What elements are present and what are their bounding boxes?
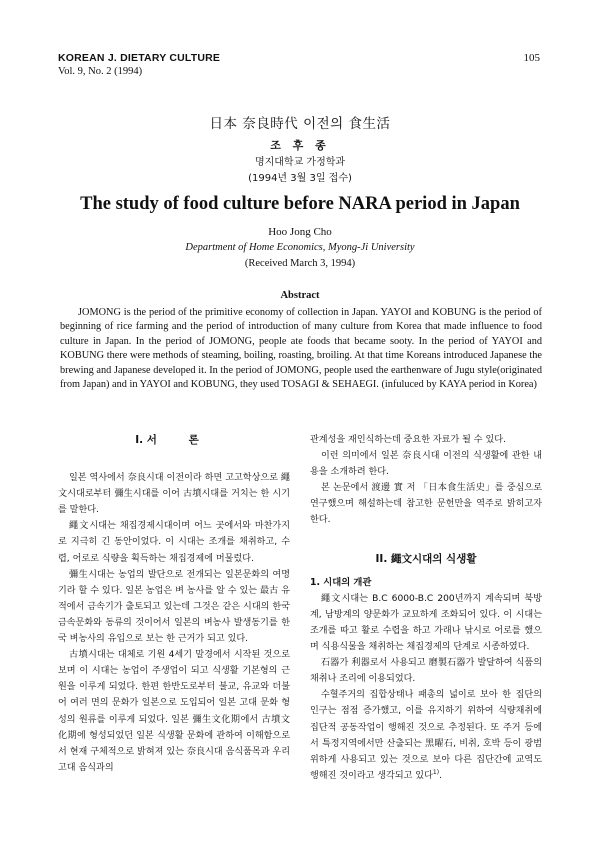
section-2-paragraph-text: 수혈주거의 집합상태나 패총의 넓이로 보아 한 집단의 인구는 점점 증가했고, 이를 유지하기 위하여 식량채취에 집단적 공동작업이 행해진 것으로 추정된다. 또 주거 등에서 특정지역에서만 산출되는 黑曜石, 비취, 호박 등이 광범위하게 사용되고 있는 것으로 보아 다른 집단간에 교역도 행해진 것이라고 생각되고 있다 [310,690,542,781]
abstract-text: JOMONG is the period of the primitive economy of collection in Japan. YAYOI and KOBUNG is the period of beginning of rice farming and the period of introduction of many culture from Korea that made influence to food culture in Japan. In the period of JOMONG, people ate foods that became sooty. In the period of YAYOI and KOBUNG there were methods of steaming, boiling, roasting, broiling. At that time Koreans introduced Japanese the brewing and Japanese developed it. In the period of JOMONG, people used the earthenware of Jugu style(originated from Japan) and in YAYOI and KOBUNG, they used TOSAGI & SEHAEGI. (infuluced by KAYA period in Korea) [60,307,542,391]
section-1-paragraph: 이런 의미에서 일본 奈良시대 이전의 식생활에 관한 내용을 소개하려 한다. [310,451,542,478]
section-1-number: I. [135,434,144,446]
page-number: 105 [523,52,540,64]
section-1-paragraph: 일본 역사에서 奈良시대 이전이라 하면 고고학상으로 繩文시대로부터 彌生시대를 이어 古墳시대를 거치는 한 시기를 말한다. [58,473,290,516]
section-1-continuation: 관계성을 재인식하는데 중요한 자료가 될 수 있다. [310,435,506,445]
section-2-subheading: 1. 시대의 개관 [310,576,372,588]
section-2-paragraph: 石器가 利器로서 사용되고 磨製石器가 발달하여 식품의 채취나 조리에 이용되었다. [310,658,542,685]
english-title: The study of food culture before NARA period in Japan [80,194,520,214]
section-1-paragraph: 彌生시대는 농업의 발단으로 전개되는 일본문화의 여명기라 할 수 있다. 일본 농업은 벼 농사를 알 수 있는 最古 유적에서 금속기가 출토되고 있는데 그것은 같은 시대의 한국 금속문화와 동류의 것이어서 일본의 벼농사 발생동기를 한국 벼농사의 유입으로 보는 한 근거가 되고 있다. [58,569,290,645]
abstract-body [60,306,542,392]
korean-author: 조 후 종 [270,139,330,152]
english-received-date: (Received March 3, 1994) [244,258,356,269]
korean-title: 日本 奈良時代 이전의 食生活 [209,116,391,132]
section-2-title: 繩文시대의 식생활 [390,552,477,565]
journal-name: KOREAN J. DIETARY CULTURE [58,52,221,64]
section-2-paragraph: 수혈주거의 집합상태나 패총의 넓이로 보아 한 집단의 인구는 점점 증가했고, 이를 유지하기 위하여 식량채취에 집단적 공동작업이 행해진 것으로 추정된다. 또 주거 등에서 특정지역에서만 산출되는 黑曜石, 비취, 호박 등이 광범위하게 사용되고 있는 것으로 보아 다른 집단간에 교역도 행해진 것이라고 생각되고 있다$^{1)}$. [310,690,542,781]
section-1-title: 서 론 [146,434,213,446]
left-column [58,432,290,776]
abstract-heading: Abstract [280,290,320,301]
english-affiliation: Department of Home Economics, Myong-Ji University [185,242,415,253]
footnote-reference: 1) [432,768,440,776]
korean-received-date: (1994년 3월 3일 접수) [248,173,352,184]
section-2-number: II. [375,552,388,565]
section-2-paragraph: 繩文시대는 B.C 6000-B.C 200년까지 계속되며 북방계, 남방계의 양문화가 교묘하게 조화되어 있다. 이 시대는 조개를 따고 활로 수렵을 하고 가래나 낚시로 어로를 했으며 식용식물을 채취하는 채집경제의 단계로 시종하였다. [310,593,542,653]
section-1-paragraph: 본 논문에서 渡邊 實 저 「日本食生活史」를 중심으로 연구했으며 해설하는데 참고한 문헌만을 역주로 밝히고자 한다. [310,483,542,526]
korean-affiliation: 명지대학교 가정학과 [254,157,346,168]
section-1-heading [58,432,290,448]
section-2-heading [310,551,542,567]
english-author: Hoo Jong Cho [268,226,332,238]
journal-volume: Vol. 9, No. 2 (1994) [58,66,143,77]
right-column [310,432,542,784]
section-1-paragraph: 繩文시대는 채집경제시대이며 어느 곳에서와 마찬가지로 지극히 긴 동안이었다. 이 시대는 조개를 채취하고, 수렵, 어로로 식량을 획득하는 채집경제에 머물렀다. [58,521,290,564]
section-1-paragraph: 古墳시대는 대체로 기원 4세기 말경에서 시작된 것으로 보며 이 시대는 농업이 주생업이 되고 식생활 기본형의 근원을 이루게 되었다. 한편 한반도로부터 불교, 유교와 더불어 여러 면의 문화가 일본으로 도입되어 일본 고대 문화 형성의 원류를 이루게 되었다. 일본 彌生文化期에서 古墳文化期에 형성되었던 일본 식생활 문화에 관하여 이해함으로서 현재 구체적으로 밝혀져 있는 奈良시대 음식품목과 우리 고대 음식과의 [58,650,290,773]
